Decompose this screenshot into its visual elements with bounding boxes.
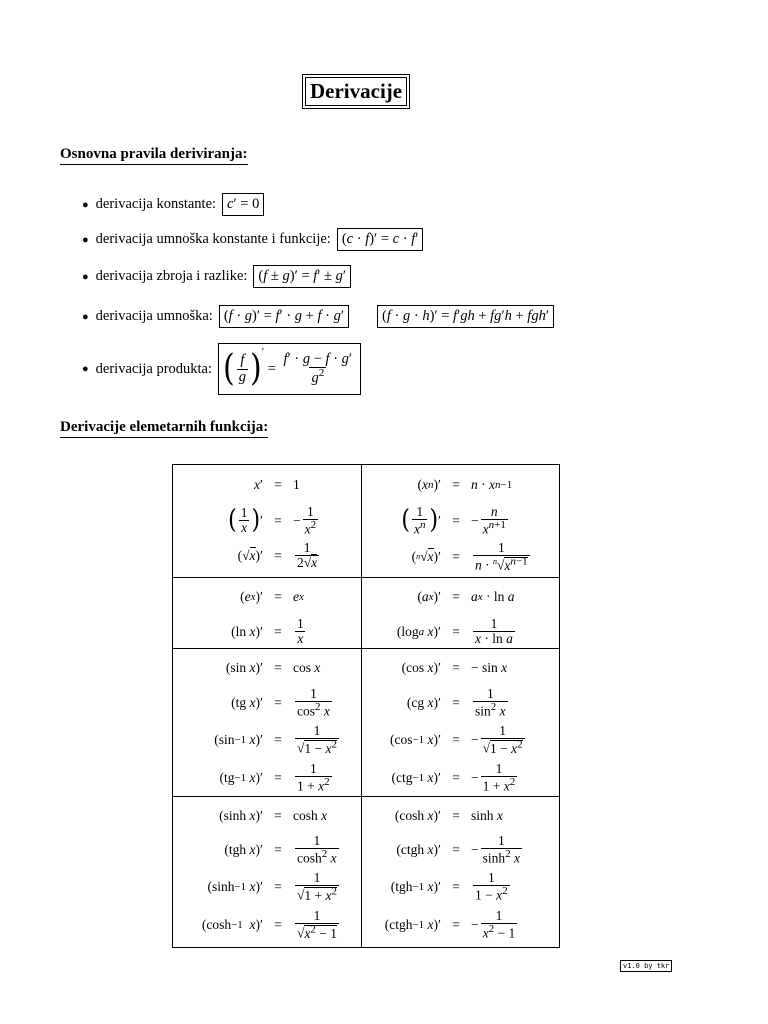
rule-label: derivacija produkta: bbox=[95, 360, 213, 377]
formula-box: ( c · f )′ = c · f ′ bbox=[337, 228, 424, 251]
table-row: (cos x )′ = − sin x bbox=[401, 660, 508, 675]
table-row: ( n √ x )′ = $\frac{1}{n \cdot ^n√x^{n-1}}$ bbox=[411, 540, 528, 573]
bullet-icon: ● bbox=[82, 270, 89, 283]
rule-const-product bbox=[82, 228, 423, 251]
rule-constant bbox=[82, 193, 264, 216]
rule-label: derivacija umnoška: bbox=[95, 308, 213, 324]
table-row: x ′ = 1 bbox=[254, 477, 300, 492]
bullet-icon: ● bbox=[82, 310, 89, 323]
table-row: (cg x )′ = $\frac{1}{\sin^2 x}$ bbox=[406, 686, 506, 719]
table-row: (tg x )′ = $\frac{1}{\cos^2 x}$ bbox=[231, 686, 330, 719]
table-row: (sin −1 x )′ = $\frac{1}{√1 - x^2}$ bbox=[214, 723, 338, 756]
table-row: (√ x )′ = $\frac{1}{2√x}$ bbox=[237, 540, 318, 571]
rule-label: derivacija umnoška konstante i funkcije: bbox=[95, 231, 331, 247]
rule-label: derivacija konstante: bbox=[95, 196, 217, 212]
formula-box: ( f ± g )′ = f ′ ± g ′ bbox=[253, 265, 351, 288]
table-row: (sinh −1 x )′ = $\frac{1}{√1 + x^2}$ bbox=[207, 870, 338, 903]
table-row: ( $\frac{1}{x}$ ) ′ = − $\frac{1}{x^2}$ bbox=[228, 504, 317, 537]
table-row: (log a x )′ = $\frac{1}{\text{x · ln a}}$ bbox=[396, 616, 513, 647]
table-row: (sin x )′ = cos x bbox=[225, 660, 321, 675]
table-row: (ctg −1 x )′ = − $\frac{1}{1 + x^2}$ bbox=[391, 761, 516, 794]
bullet-icon: ● bbox=[82, 363, 89, 375]
table-row: (cos −1 x )′ = − $\frac{1}{√1 - x^2}$ bbox=[389, 723, 523, 756]
table-row: ( $\frac{1}{x^n}$ ) ′ = − $\frac{n}{x^{n+1}}$ bbox=[401, 504, 506, 537]
formula-box: c ′ = 0 bbox=[222, 193, 264, 216]
table-row: (tgh −1 x )′ = $\frac{1}{1 - x^2}$ bbox=[390, 870, 508, 903]
formula-box: ( $\frac{f}{g}$ ) ′ = $\frac{f' \cdot g - f \cdot g'}{g^2}$ bbox=[218, 343, 361, 395]
table-divider bbox=[173, 796, 559, 797]
derivatives-table bbox=[172, 464, 560, 948]
page-title: Derivacije bbox=[305, 77, 407, 106]
bullet-icon: ● bbox=[82, 233, 89, 246]
rule-label: derivacija zbroja i razlike: bbox=[95, 268, 248, 284]
table-row: (ctgh −1 x )′ = − $\frac{1}{x^2 - 1}$ bbox=[384, 908, 516, 941]
table-row: ( x n )′ = n · x n−1 bbox=[417, 477, 513, 492]
rule-product bbox=[82, 305, 554, 328]
table-row: (ctgh x )′ = − $\frac{1}{\sinh^2 x}$ bbox=[396, 833, 521, 866]
table-row: (sinh x )′ = cosh x bbox=[219, 808, 328, 823]
table-divider bbox=[173, 648, 559, 649]
bullet-icon: ● bbox=[82, 198, 89, 211]
table-divider bbox=[173, 577, 559, 578]
version-label: v1.0 by tkr bbox=[620, 960, 672, 972]
formula-box-triple: ( f · g · h )′ = f ′ gh + fg ′ h + fgh ′ bbox=[377, 305, 554, 328]
table-row: (tg −1 x )′ = $\frac{1}{1 + x^2}$ bbox=[219, 761, 330, 794]
table-row: (cosh x )′ = sinh x bbox=[394, 808, 503, 823]
table-row: (tgh x )′ = $\frac{1}{\cosh^2 x}$ bbox=[224, 833, 337, 866]
table-row: (cosh −1 x )′ = $\frac{1}{√x^2 - 1}$ bbox=[201, 908, 338, 941]
rule-quotient bbox=[82, 343, 361, 395]
rule-sum bbox=[82, 265, 351, 288]
table-row: ( a x )′ = a x · ln a bbox=[417, 589, 515, 604]
section-heading-rules: Osnovna pravila deriviranja: bbox=[60, 146, 248, 165]
table-row: (ln x )′ = $\frac{1}{x}$ bbox=[231, 616, 304, 647]
title-box bbox=[302, 74, 410, 109]
formula-box: ( f · g )′ = f ′ · g + f · g ′ bbox=[219, 305, 349, 328]
table-row: ( e x )′ = e x bbox=[240, 589, 304, 604]
section-heading-elementary: Derivacije elemetarnih funkcija: bbox=[60, 419, 268, 438]
